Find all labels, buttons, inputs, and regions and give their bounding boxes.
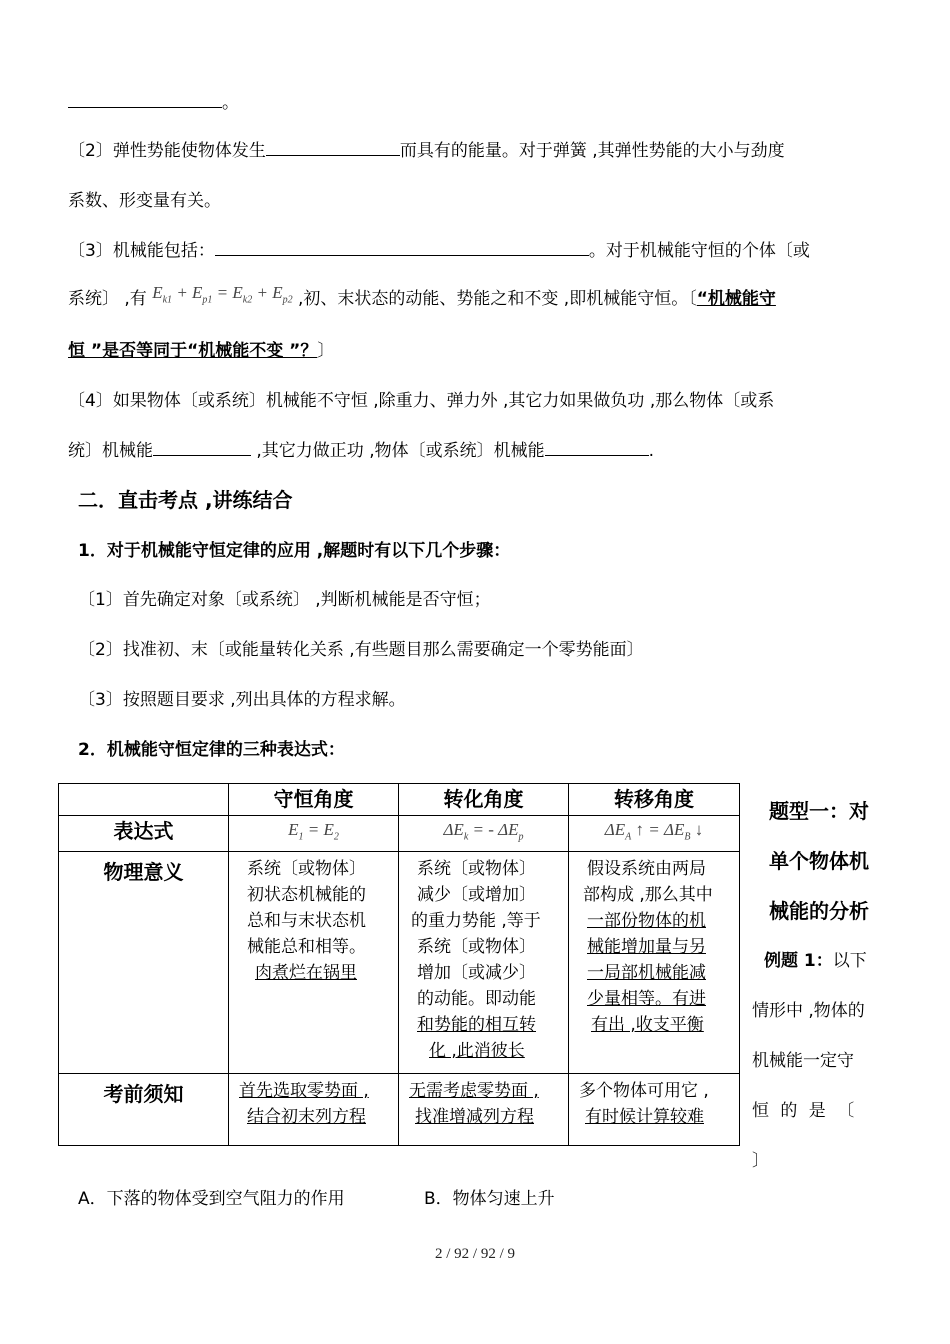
paragraph-2-cont: 系数、形变量有关。	[68, 191, 221, 211]
header-conservation: 守恒角度	[229, 784, 399, 816]
answer-blank	[68, 91, 222, 108]
answer-blank	[215, 239, 589, 256]
paragraph-3-cont: 系统〕 ,有 $E_{k1} + E_{p1} = E_{k2} + E_{p2}$ ,初、末状态的动能、势能之和不变 ,即机械能守恒。〔“机械能守	[68, 283, 776, 309]
expressions-heading: 2．机械能守恒定律的三种表达式：	[78, 740, 345, 760]
formula-conservation: $E_1 = E_2$	[229, 816, 399, 852]
meaning-transfer: 假设系统由两局 部构成 ,那么其中 一部份物体的机 械能增加量与另 一局部机械能减 少量相等。有进 有出 ,收支平衡	[569, 852, 740, 1074]
table-row-meaning	[59, 852, 740, 1074]
steps-heading: 1．对于机械能守恒定律的应用 ,解题时有以下几个步骤：	[78, 541, 511, 561]
option-b[interactable]: B．物体匀速上升	[424, 1189, 555, 1209]
header-transfer: 转移角度	[569, 784, 740, 816]
paragraph-2: 〔2〕弹性势能使物体发生 而具有的能量。对于弹簧 ,其弹性势能的大小与劲度	[68, 141, 785, 161]
option-a[interactable]: A．下落的物体受到空气阻力的作用	[78, 1189, 345, 1209]
table-row-notes	[59, 1074, 740, 1146]
paragraph-1-end: 。	[68, 88, 239, 113]
page-footer: 2 / 92 / 92 / 9	[434, 1246, 515, 1262]
expressions-table	[58, 783, 740, 1146]
step-2: 〔2〕找准初、末〔或能量转化关系 ,有些题目那么需要确定一个零势能面〕	[78, 640, 644, 660]
header-conversion: 转化角度	[399, 784, 569, 816]
row-label-meaning: 物理意义	[59, 852, 229, 1074]
paragraph-3-question: 恒 ”是否等同于“机械能不变 ”？〕	[68, 341, 335, 361]
formula-transfer: $\Delta E_A$ ↑ = $\Delta E_B$ ↓	[569, 816, 740, 852]
notes-conversion: 无需考虑零势面 , 找准增减列方程	[399, 1074, 569, 1146]
step-3: 〔3〕按照题目要求 ,列出具体的方程求解。	[78, 690, 406, 710]
notes-conservation: 首先选取零势面 , 结合初末列方程	[229, 1074, 399, 1146]
paragraph-4: 〔4〕如果物体〔或系统〕机械能不守恒 ,除重力、弹力外 ,其它力如果做负功 ,那么物体〔或系	[68, 391, 775, 411]
row-label-expression: 表达式	[59, 816, 229, 852]
paragraph-4-cont: 统〕机械能 ,其它力做正功 ,物体〔或系统〕机械能 .	[68, 441, 655, 461]
energy-formula: $E_{k1} + E_{p1} = E_{k2} + E_{p2}$	[152, 283, 293, 306]
answer-blank	[153, 439, 251, 456]
example-1: 例题 1：以下 情形中 ,物体的 机械能一定守 恒 的 是 〔 〕	[752, 951, 867, 1171]
step-1: 〔1〕首先确定对象〔或系统〕 ,判断机械能是否守恒；	[78, 590, 491, 610]
meaning-conversion: 系统〔或物体〕 减少〔或增加〕 的重力势能 ,等于 系统〔或物体〕 增加〔或减少〕 的动能。即动能 和势能的相互转 化 ,此消彼长	[399, 852, 569, 1074]
paragraph-3: 〔3〕机械能包括： 。对于机械能守恒的个体〔或	[68, 241, 810, 261]
meaning-conservation: 系统〔或物体〕 初状态机械能的 总和与末状态机 械能总和相等。 肉煮烂在锅里	[229, 852, 399, 1074]
answer-blank	[266, 139, 400, 156]
section-title: 二．直击考点 ,讲练结合	[78, 488, 293, 512]
question-type-title: 题型一：对 单个物体机 械能的分析	[769, 799, 869, 923]
table-row-expression	[59, 816, 740, 852]
table-header-row	[59, 784, 740, 816]
answer-blank	[545, 439, 649, 456]
notes-transfer: 多个物体可用它 , 有时候计算较难	[569, 1074, 740, 1146]
row-label-notes: 考前须知	[59, 1074, 229, 1146]
table-corner-cell	[59, 784, 229, 816]
formula-conversion: $\Delta E_k$ = - $\Delta E_p$	[399, 816, 569, 852]
